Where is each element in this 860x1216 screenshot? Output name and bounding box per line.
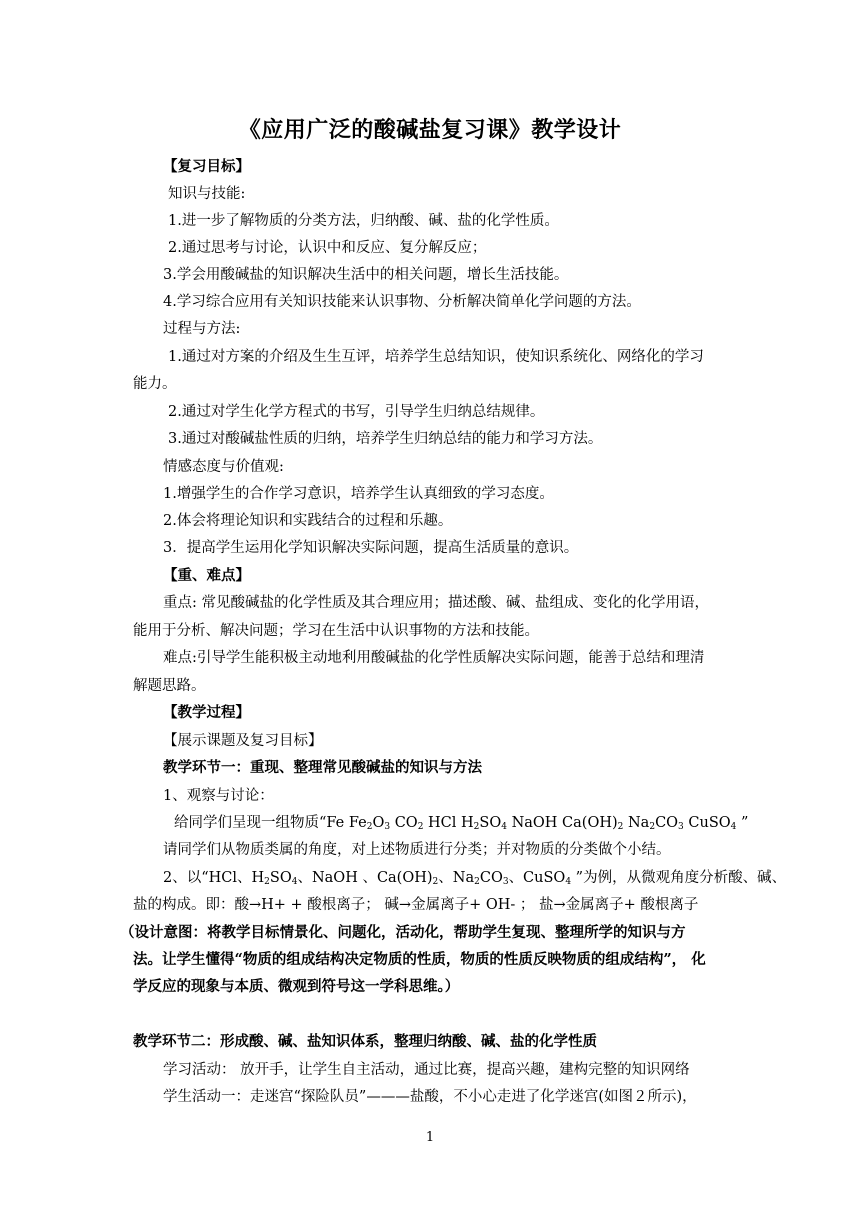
knowledge-heading: 知识与技能: <box>168 186 246 202</box>
emotion-item-3: 3．提高学生运用化学知识解决实际问题，提高生活质量的意识。 <box>163 540 579 556</box>
emotion-heading: 情感态度与价值观: <box>163 459 284 475</box>
step1-item-2: 2、以“HCl、$H_2SO_4$、NaOH 、$Ca(OH)_2$、$Na_2CO_3$、CuSO$_4$ ”为例，从微观角度分析酸、碱、 <box>163 870 787 887</box>
key-point-2: 难点:引导学生能积极主动地利用酸碱盐的化学性质解决实际问题，能善于总结和理清 <box>163 650 705 666</box>
student-activity-1: 学生活动一：走迷宫“探险队员”———盐酸，不小心走进了化学迷宫(如图２所示)， <box>163 1089 697 1105</box>
process-item-2: 2.通过对学生化学方程式的书写，引导学生归纳总结规律。 <box>168 404 545 420</box>
page-title: 《应用广泛的酸碱盐复习课》教学设计 <box>238 117 622 143</box>
key-point-2-cont: 解题思路。 <box>133 678 206 694</box>
knowledge-item-4: 4.学习综合应用有关知识技能来认识事物、分析解决简单化学问题的方法。 <box>163 294 641 310</box>
design-intent-2: 法。让学生懂得“物质的组成结构决定物质的性质，物质的性质反映物质的组成结构”， 化 <box>133 951 706 968</box>
substance-list: 给同学们呈现一组物质“Fe $Fe_2O_3$ $CO_2$ HCl $H_2SO_4$ NaOH $Ca(OH)_2$ $Na_2CO_3$ CuSO$_4$ ” <box>174 815 749 832</box>
key-point-1: 重点: 常见酸碱盐的化学性质及其合理应用；描述酸、碱、盐组成、变化的化学用语， <box>163 595 709 611</box>
ion-composition: 盐的构成。即：酸→H+ + 酸根离子； 碱→金属离子+ OH- ； 盐→金属离子+ 酸根离子 <box>133 897 699 913</box>
step1-item-1: 1、观察与讨论： <box>163 788 274 804</box>
knowledge-item-1: 1.进一步了解物质的分类方法，归纳酸、碱、盐的化学性质。 <box>168 213 559 229</box>
goals-heading: 【复习目标】 <box>163 158 250 175</box>
design-intent-3: 学反应的现象与本质、微观到符号这一学科思维。） <box>133 978 460 995</box>
step1-heading: 教学环节一：重现、整理常见酸碱盐的知识与方法 <box>163 759 482 776</box>
step2-heading: 教学环节二：形成酸、碱、盐知识体系，整理归纳酸、碱、盐的化学性质 <box>133 1033 597 1050</box>
design-intent-1: （设计意图：将教学目标情景化、问题化，活动化，帮助学生复现、整理所学的知识与方 <box>120 924 686 941</box>
classification-task: 请同学们从物质类属的角度，对上述物质进行分类；并对物质的分类做个小结。 <box>163 842 671 858</box>
key-point-1-cont: 能用于分析、解决问题；学习在生活中认识事物的方法和技能。 <box>133 623 539 639</box>
knowledge-item-3: 3.学会用酸碱盐的知识解决生活中的相关问题，增长生活技能。 <box>163 267 569 283</box>
emotion-item-1: 1.增强学生的合作学习意识，培养学生认真细致的学习态度。 <box>163 486 554 502</box>
teaching-process-heading: 【教学过程】 <box>163 704 250 721</box>
process-item-3: 3.通过对酸碱盐性质的归纳，培养学生归纳总结的能力和学习方法。 <box>168 431 603 447</box>
process-item-1-cont: 能力。 <box>133 376 177 392</box>
page-number: 1 <box>425 1130 435 1145</box>
process-item-1: 1.通过对方案的介绍及生生互评，培养学生总结知识，使知识系统化、网络化的学习 <box>168 349 704 365</box>
learning-activity: 学习活动： 放开手，让学生自主活动，通过比赛，提高兴趣，建构完整的知识网络 <box>163 1062 690 1078</box>
process-heading: 过程与方法: <box>163 321 241 337</box>
show-topic-heading: 【展示课题及复习目标】 <box>163 733 323 749</box>
knowledge-item-2: 2.通过思考与讨论，认识中和反应、复分解反应； <box>168 240 487 256</box>
emotion-item-2: 2.体会将理论知识和实践结合的过程和乐趣。 <box>163 513 453 529</box>
key-heading: 【重、难点】 <box>163 567 250 584</box>
